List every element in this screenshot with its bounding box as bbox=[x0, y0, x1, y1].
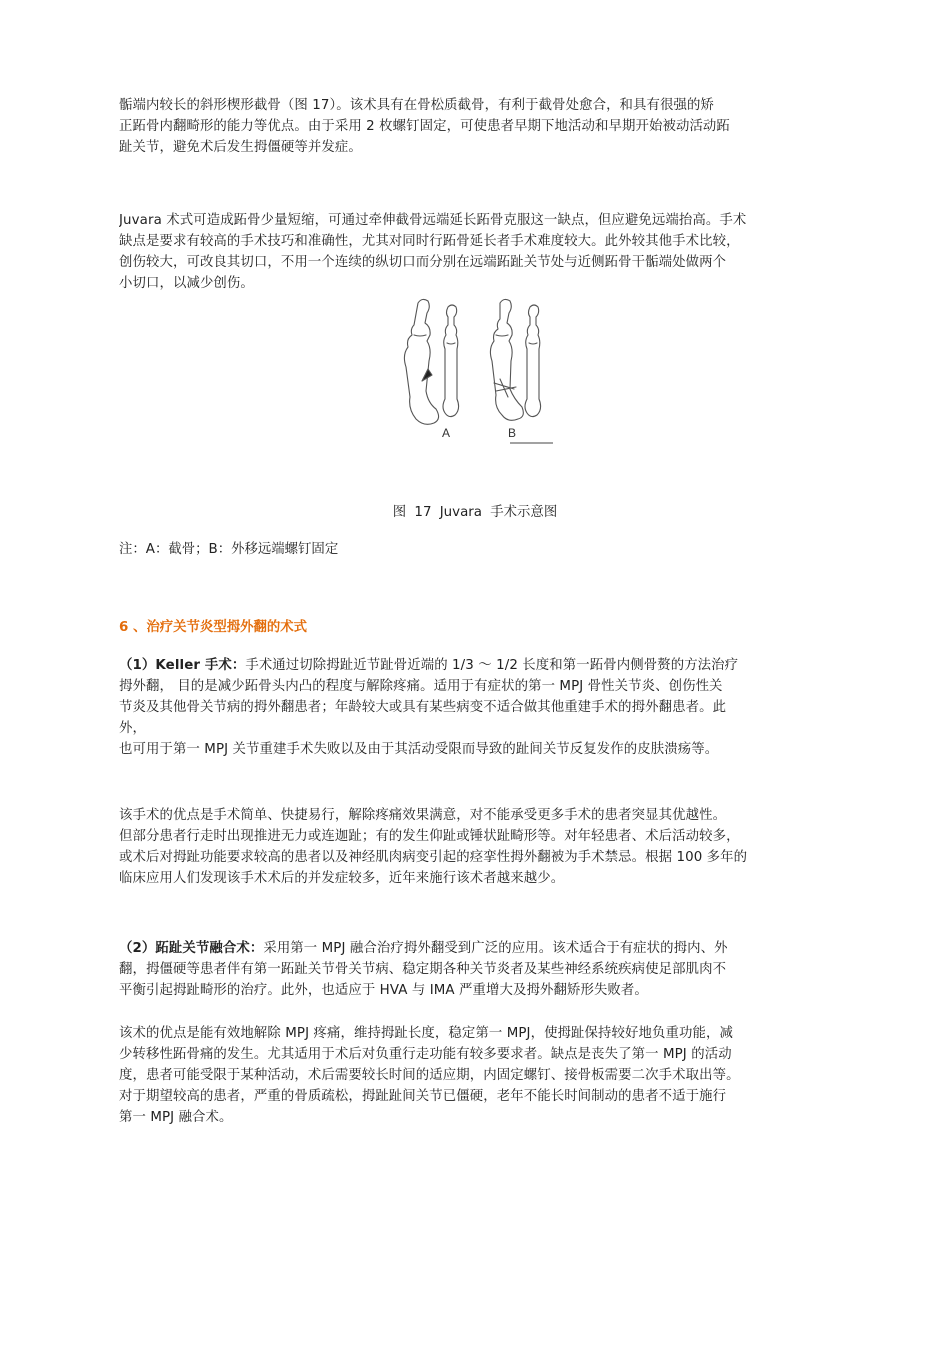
fusion-lead: （2）跖趾关节融合术： bbox=[119, 941, 264, 956]
paragraph-juvara-drawbacks bbox=[119, 210, 839, 294]
text-line: 节炎及其他骨关节病的拇外翻患者；年龄较大或具有某些病变不适合做其他重建手术的拇外翻患者。此 bbox=[119, 700, 727, 715]
section-heading: 6 、治疗关节炎型拇外翻的术式 bbox=[119, 620, 308, 635]
text-line: 趾关节，避免术后发生拇僵硬等并发症。 bbox=[119, 140, 362, 155]
text-line bbox=[119, 655, 839, 676]
text-line: 也可用于第一 MPJ 关节重建手术失败以及由于其活动受限而导致的趾间关节反复发作的皮肤溃疡等。 bbox=[119, 742, 719, 757]
juvara-figure bbox=[400, 295, 570, 455]
text-line: 该手术的优点是手术简单、快捷易行，解除疼痛效果满意，对不能承受更多手术的患者突显其优越性。 bbox=[119, 808, 727, 823]
text-line: 该术的优点是能有效地解除 MPJ 疼痛，维持拇趾长度，稳定第一 MPJ，使拇趾保持较好地负重功能，减 bbox=[119, 1026, 733, 1041]
figure-caption: 图 17 Juvara 手术示意图 bbox=[392, 505, 558, 520]
text-line: 临床应用人们发现该手术术后的并发症较多，近年来施行该术者越来越少。 bbox=[119, 871, 565, 886]
text-line: 翻，拇僵硬等患者伴有第一跖趾关节骨关节病、稳定期各种关节炎者及某些神经系统疾病使足部肌肉不 bbox=[119, 962, 727, 977]
text-line: 第一 MPJ 融合术。 bbox=[119, 1110, 233, 1125]
text-line: 外， bbox=[119, 721, 146, 736]
text-line: 拇外翻， 目的是减少跖骨头内凸的程度与解除疼痛。适用于有症状的第一 MPJ 骨性关节炎、创伤性关 bbox=[119, 679, 723, 694]
text-line: 正跖骨内翻畸形的能力等优点。由于采用 2 枚螺钉固定，可使患者早期下地活动和早期开始被动活动跖 bbox=[119, 119, 730, 134]
figure-a-bones bbox=[404, 299, 458, 424]
figure-label-b: B bbox=[508, 426, 517, 440]
text-line: 度，患者可能受限于某种活动，术后需要较长时间的适应期，内固定螺钉、接骨板需要二次手术取出等。 bbox=[119, 1068, 740, 1083]
text-fragment: 手术通过切除拇趾近节趾骨近端的 1/3 ～ 1/2 长度和第一跖骨内侧骨赘的方法治疗 bbox=[245, 658, 739, 673]
text-line: 少转移性跖骨痛的发生。尤其适用于术后对负重行走功能有较多要求者。缺点是丧失了第一 MPJ 的活动 bbox=[119, 1047, 732, 1062]
paragraph-mpj-fusion bbox=[119, 938, 839, 1001]
text-line: 骺端内较长的斜形楔形截骨（图 17）。该术具有在骨松质截骨，有利于截骨处愈合，和具有很强的矫 bbox=[119, 98, 714, 113]
paragraph-fusion-evaluation bbox=[119, 1023, 839, 1128]
figure-note: 注：A：截骨；B：外移远端螺钉固定 bbox=[119, 542, 339, 557]
text-line: Juvara 术式可造成跖骨少量短缩，可通过牵伸截骨远端延长跖骨克服这一缺点，但应避免远端抬高。手术 bbox=[119, 213, 747, 228]
text-line: 小切口，以减少创伤。 bbox=[119, 276, 254, 291]
text-line bbox=[119, 938, 839, 959]
text-line: 或术后对拇趾功能要求较高的患者以及神经肌肉病变引起的痉挛性拇外翻被为手术禁忌。根据 100 多年的 bbox=[119, 850, 748, 865]
paragraph-osteotomy-advantages bbox=[119, 95, 839, 158]
text-line: 创伤较大，可改良其切口，不用一个连续的纵切口而分别在远端跖趾关节处与近侧跖骨干骺端处做两个 bbox=[119, 255, 727, 270]
paragraph-keller bbox=[119, 655, 839, 760]
text-line: 平衡引起拇趾畸形的治疗。此外，也适应于 HVA 与 IMA 严重增大及拇外翻矫形失败者。 bbox=[119, 983, 648, 998]
paragraph-keller-evaluation bbox=[119, 805, 839, 889]
figure-b-bones bbox=[490, 299, 540, 420]
text-line: 对于期望较高的患者，严重的骨质疏松，拇趾趾间关节已僵硬，老年不能长时间制动的患者不适于施行 bbox=[119, 1089, 727, 1104]
keller-lead: （1）Keller 手术： bbox=[119, 658, 246, 673]
text-line: 缺点是要求有较高的手术技巧和准确性，尤其对同时行跖骨延长者手术难度较大。此外较其他手术比较， bbox=[119, 234, 740, 249]
figure-label-a: A bbox=[442, 426, 451, 440]
text-line: 但部分患者行走时出现推进无力或连迦趾；有的发生仰趾或锤状趾畸形等。对年轻患者、术后活动较多， bbox=[119, 829, 740, 844]
text-fragment: 采用第一 MPJ 融合治疗拇外翻受到广泛的应用。该术适合于有症状的拇内、外 bbox=[263, 941, 728, 956]
